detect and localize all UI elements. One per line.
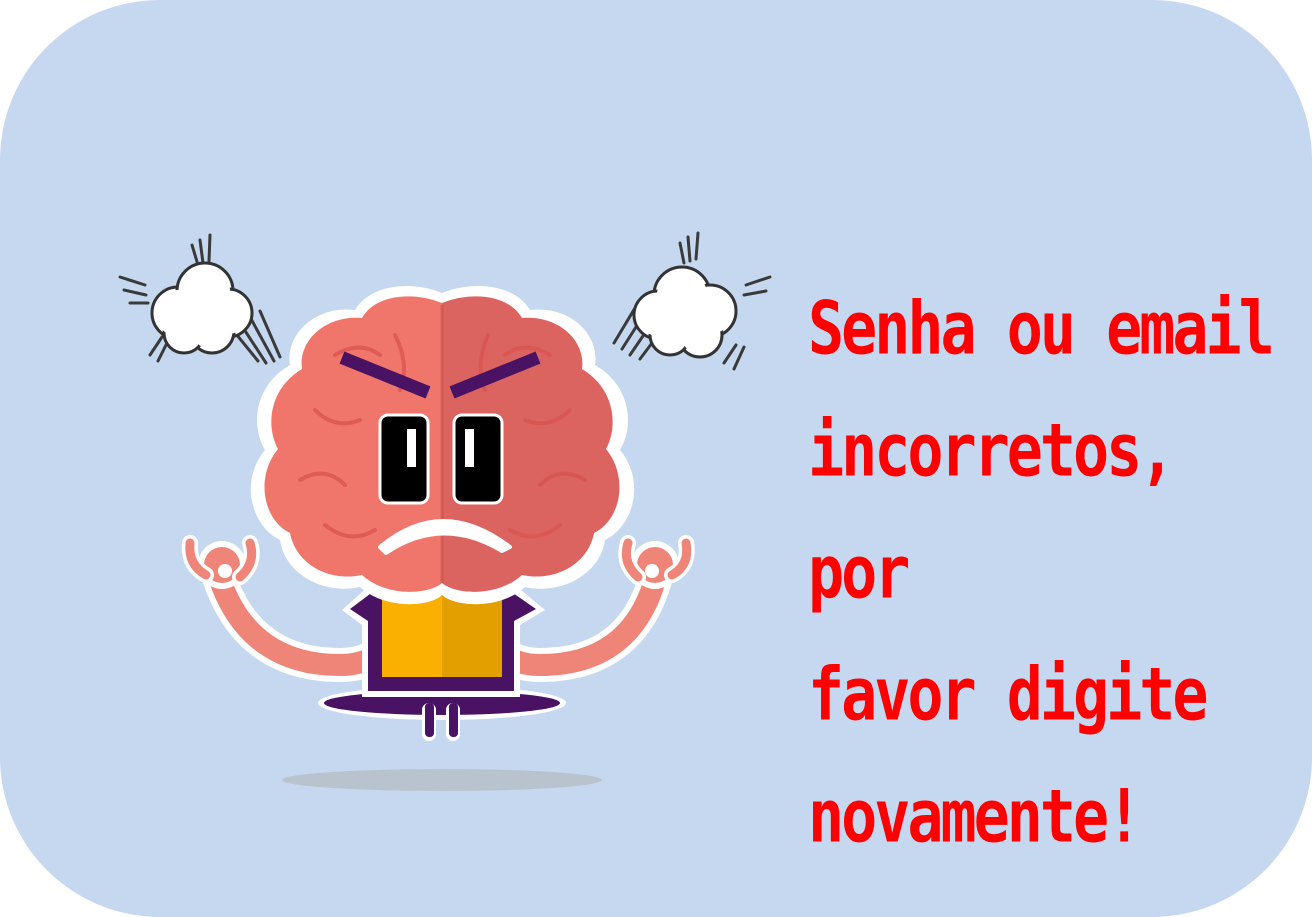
angry-brain-mascot-icon <box>110 225 790 805</box>
steam-puff-right-icon <box>614 233 770 369</box>
hand-right-icon <box>626 541 686 589</box>
steam-puff-left-icon <box>120 235 280 363</box>
error-message: Senha ou email incorretos, por favor digite novamente! <box>808 286 1272 860</box>
brain-head <box>251 286 634 604</box>
hand-left-icon <box>190 541 252 589</box>
ground-shadow <box>282 769 602 791</box>
body-shirt <box>342 585 545 697</box>
